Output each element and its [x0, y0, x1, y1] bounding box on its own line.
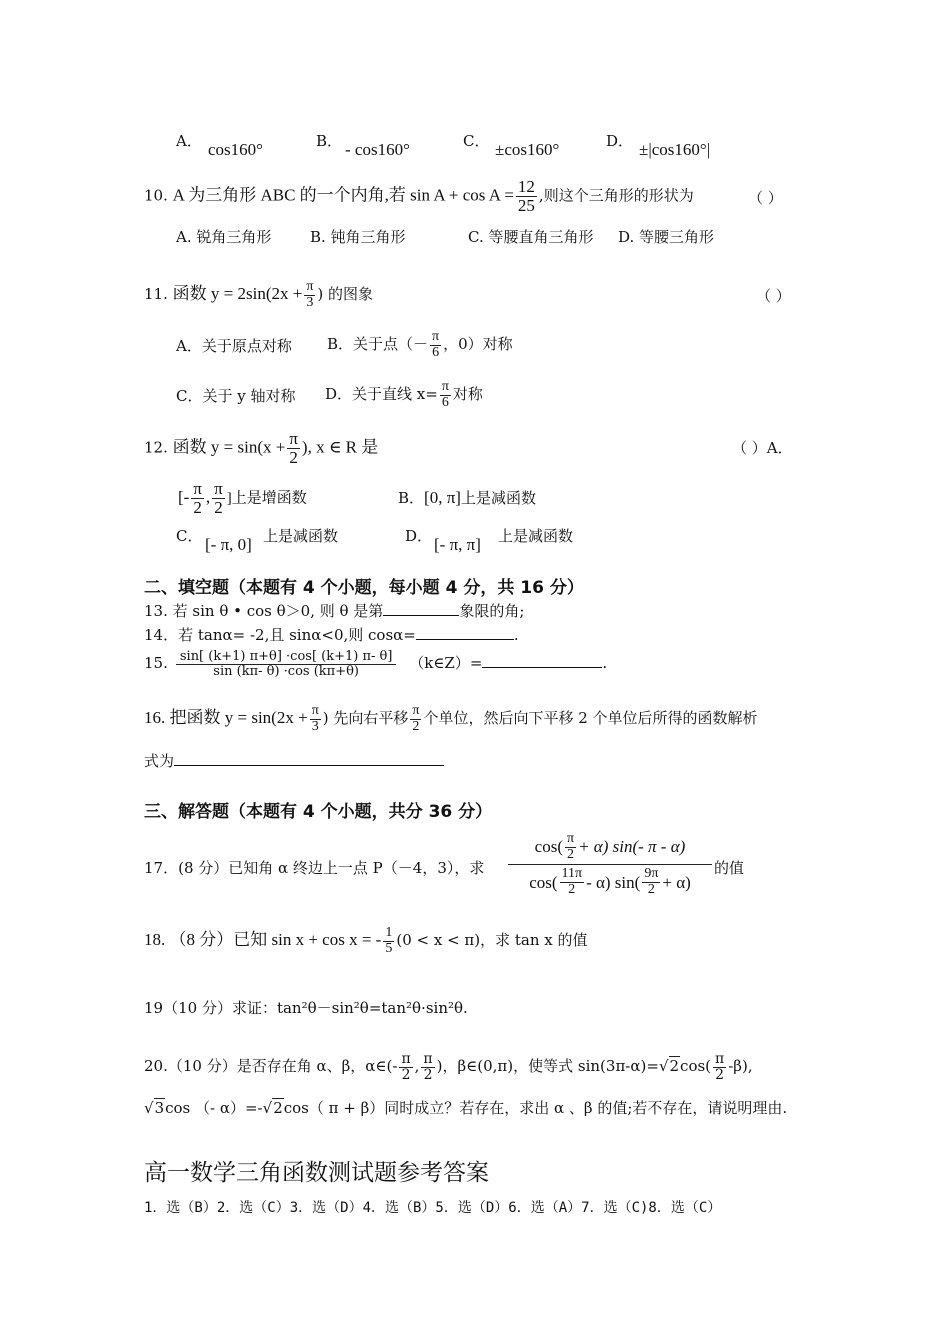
sqrt-icon: √ — [658, 1057, 669, 1076]
q9-option-a — [176, 131, 202, 151]
fraction-numerator: π — [311, 703, 319, 718]
fraction-denominator: 2 — [214, 497, 223, 517]
question-text: 16. 把函数 y = sin(2x + — [144, 708, 308, 728]
q17-fraction — [508, 832, 712, 898]
question-number: 12. — [144, 438, 168, 457]
fraction-numerator: π — [193, 479, 202, 498]
fraction-numerator: π — [441, 379, 449, 394]
option-label: B． — [398, 489, 425, 507]
fraction — [287, 430, 300, 467]
q12-option-a — [178, 480, 307, 517]
answer-paren: （ ） — [756, 287, 791, 305]
q12-option-d-expr: [- π, π] — [434, 535, 481, 554]
question-text: (0 < x < π)，求 tan x 的值 — [396, 931, 588, 950]
question-19: 19（10 分）求证：tan²θ－sin²θ=tan²θ·sin²θ. — [144, 999, 468, 1017]
fraction-denominator: 2 — [289, 447, 298, 467]
fraction-denominator: 2 — [567, 846, 575, 862]
fraction-numerator: 11π — [561, 866, 583, 882]
q12-option-c-label: C． — [176, 527, 203, 545]
fraction-numerator: 12 — [517, 177, 535, 196]
answer-paren: （ ）A． — [732, 439, 793, 457]
option-text: ]上是增函数 — [226, 490, 307, 507]
question-17-tail: 的值 — [714, 859, 745, 877]
q12-option-b — [398, 488, 536, 508]
question-13 — [144, 600, 524, 621]
section-heading-solutions: 三、解答题（本题有 4 个小题，共分 36 分） — [144, 802, 493, 822]
option-expr: [0, π] — [424, 488, 461, 507]
fraction-numerator: π — [289, 429, 298, 448]
fraction-denominator: 2 — [193, 497, 202, 517]
question-10 — [144, 178, 694, 215]
q9-option-d: D． — [606, 132, 634, 150]
question-17: 17．(8 分）已知角 α 终边上一点 P（－4，3），求 — [144, 859, 485, 877]
fraction-numerator: sin[ (k+1) π+θ] ·cos[ (k+1) π- θ] — [176, 650, 397, 665]
expr-text: + α) — [662, 872, 691, 892]
fraction-denominator: 2 — [423, 1066, 433, 1083]
q9-option-d-expr: ±|cos160°| — [639, 140, 711, 159]
question-number: 15. — [144, 654, 168, 673]
fraction-numerator: 9π — [644, 866, 659, 882]
sqrt-icon: √ — [262, 1099, 273, 1117]
q12-option-d-text: 上是减函数 — [498, 527, 574, 545]
answer-blank[interactable] — [174, 750, 444, 766]
question-text: cos( — [680, 1057, 712, 1076]
fraction — [304, 280, 315, 310]
q11-option-b — [327, 330, 513, 360]
question-text: 函数 y = sin(x + — [172, 437, 286, 457]
question-11 — [144, 280, 373, 310]
question-text: 式为 — [144, 752, 175, 770]
fraction-denominator: 2 — [412, 718, 420, 734]
answer-key: 1．选（B）2．选（C）3．选（D）4．选（B）5．选（D）6．选（A）7．选（C)8．选（C） — [144, 1200, 722, 1216]
question-20-line2 — [144, 1098, 787, 1118]
fraction-numerator: π — [214, 479, 223, 498]
fraction-denominator: 2 — [568, 882, 576, 898]
fraction-denominator: 2 — [401, 1066, 411, 1083]
question-text: A 为三角形 ABC 的一个内角,若 sin A + cos A = — [172, 185, 514, 205]
expr-text: cos( — [534, 837, 563, 857]
question-text: 象限的角; — [459, 602, 525, 620]
option-label: A． — [176, 132, 202, 150]
option-text: , — [205, 487, 211, 507]
fraction-denominator: 3 — [306, 294, 314, 310]
q12-option-c-expr: [- π, 0] — [205, 535, 252, 554]
answer-blank[interactable] — [416, 624, 514, 640]
fraction — [440, 380, 451, 410]
option-text: [- — [178, 487, 190, 507]
question-text: （k∈Z）= — [409, 654, 483, 673]
question-text: cos（ π + β）同时成立？若存在，求出 α 、β 的值;若不存在，请说明理由. — [283, 1099, 788, 1117]
question-15 — [144, 650, 607, 678]
fraction-denominator: 3 — [311, 718, 319, 734]
answer-blank[interactable] — [482, 652, 602, 668]
fraction — [516, 178, 537, 215]
option-text: ，0）对称 — [443, 335, 513, 354]
question-12 — [144, 430, 378, 467]
q11-option-c: C．关于 y 轴对称 — [176, 387, 296, 405]
option-text: B．关于点（－ — [327, 335, 429, 354]
sqrt-value: 3 — [154, 1099, 165, 1117]
question-text: 18. （8 分）已知 sin x + cos x = - — [144, 930, 382, 950]
question-14 — [144, 624, 519, 645]
q10-option-b: B. 钝角三角形 — [310, 228, 406, 246]
question-text: . — [513, 626, 519, 644]
fraction-denominator: 2 — [647, 882, 655, 898]
fraction-numerator — [508, 832, 712, 865]
fraction — [642, 867, 660, 897]
answer-blank[interactable] — [383, 600, 459, 616]
question-20 — [144, 1052, 753, 1082]
option-text: 上是减函数 — [460, 489, 536, 507]
fraction-denominator: 25 — [517, 195, 535, 215]
answer-title: 高一数学三角函数测试题参考答案 — [144, 1160, 489, 1186]
fraction-numerator: 1 — [385, 925, 393, 940]
question-16 — [144, 704, 758, 734]
fraction — [399, 1052, 412, 1082]
option-text: D．关于直线 x= — [325, 385, 438, 404]
q12-option-c-text: 上是减函数 — [263, 527, 339, 545]
fraction — [713, 1052, 726, 1082]
fraction — [383, 926, 394, 956]
q10-option-a: A. 锐角三角形 — [176, 228, 272, 246]
question-text: ), x ∈ R 是 — [301, 437, 379, 457]
question-text: 13. 若 sin θ • cos θ＞0, 则 θ 是第 — [144, 602, 384, 620]
fraction-numerator: π — [432, 329, 440, 344]
question-text: ) 的图象 — [317, 285, 374, 304]
question-text: 函数 y = 2sin(2x + — [172, 284, 303, 304]
q9-option-b: B． — [316, 132, 343, 150]
fraction-denominator: 5 — [385, 940, 393, 956]
question-number: 10. — [144, 186, 168, 205]
fraction-numerator: π — [412, 703, 420, 718]
question-18 — [144, 926, 588, 956]
question-text: , — [414, 1057, 420, 1076]
fraction-denominator: 6 — [441, 394, 449, 410]
q9-option-a-expr: cos160° — [208, 140, 263, 159]
section-heading-fill-in: 二、填空题（本题有 4 个小题，每小题 4 分，共 16 分） — [144, 578, 584, 598]
sqrt-value: 2 — [273, 1099, 283, 1117]
fraction — [565, 832, 576, 862]
question-number: 11. — [144, 285, 168, 304]
q9-option-c-expr: ±cos160° — [495, 140, 560, 159]
question-text: . — [602, 654, 608, 673]
question-text: 14．若 tanα= -2,且 sinα<0,则 cosα= — [144, 626, 416, 644]
question-text: cos （- α）=- — [165, 1099, 263, 1117]
q12-option-d-label: D． — [405, 527, 433, 545]
fraction-numerator: π — [567, 831, 575, 846]
question-text: ) 先向右平移 — [322, 709, 409, 728]
q9-option-b-expr: - cos160° — [345, 140, 410, 159]
q9-option-c: C． — [463, 132, 490, 150]
q11-option-a: A．关于原点对称 — [176, 337, 292, 355]
fraction — [421, 1052, 434, 1082]
fraction-numerator: π — [306, 279, 314, 294]
fraction — [430, 330, 441, 360]
expr-text: + α) sin(- π - α) — [578, 837, 686, 857]
q11-option-d — [325, 380, 483, 410]
fraction — [191, 480, 204, 517]
fraction-denominator: 6 — [432, 344, 440, 360]
question-text: -β), — [728, 1057, 753, 1076]
option-text: 对称 — [452, 385, 483, 404]
question-text: 个单位，然后向下平移 2 个单位后所得的函数解析 — [423, 709, 758, 728]
question-text: 20.（10 分）是否存在角 α、β，α∈(- — [144, 1057, 398, 1076]
answer-paren: （ ） — [748, 189, 783, 207]
fraction — [560, 867, 585, 897]
question-text: )，β∈(0,π)，使等式 sin(3π-α)= — [436, 1057, 659, 1076]
expr-text: - α) sin( — [586, 872, 641, 892]
fraction-denominator: sin (kπ- θ) ·cos (kπ+θ) — [213, 663, 360, 679]
question-16-line2 — [144, 750, 444, 771]
fraction — [176, 650, 397, 678]
q10-option-c: C. 等腰直角三角形 — [468, 228, 594, 246]
fraction — [410, 704, 421, 734]
fraction-numerator: π — [401, 1051, 411, 1067]
fraction-numerator: π — [715, 1051, 725, 1067]
q10-option-d: D. 等腰三角形 — [618, 228, 715, 246]
expr-text: cos( — [529, 872, 558, 892]
sqrt-icon: √ — [144, 1099, 154, 1117]
fraction — [212, 480, 225, 517]
fraction — [310, 704, 321, 734]
question-text: ,则这个三角形的形状为 — [538, 186, 694, 205]
sqrt-value: 2 — [669, 1057, 680, 1076]
fraction-denominator: 2 — [715, 1066, 725, 1083]
fraction-denominator — [508, 865, 712, 897]
fraction-numerator: π — [423, 1051, 433, 1067]
